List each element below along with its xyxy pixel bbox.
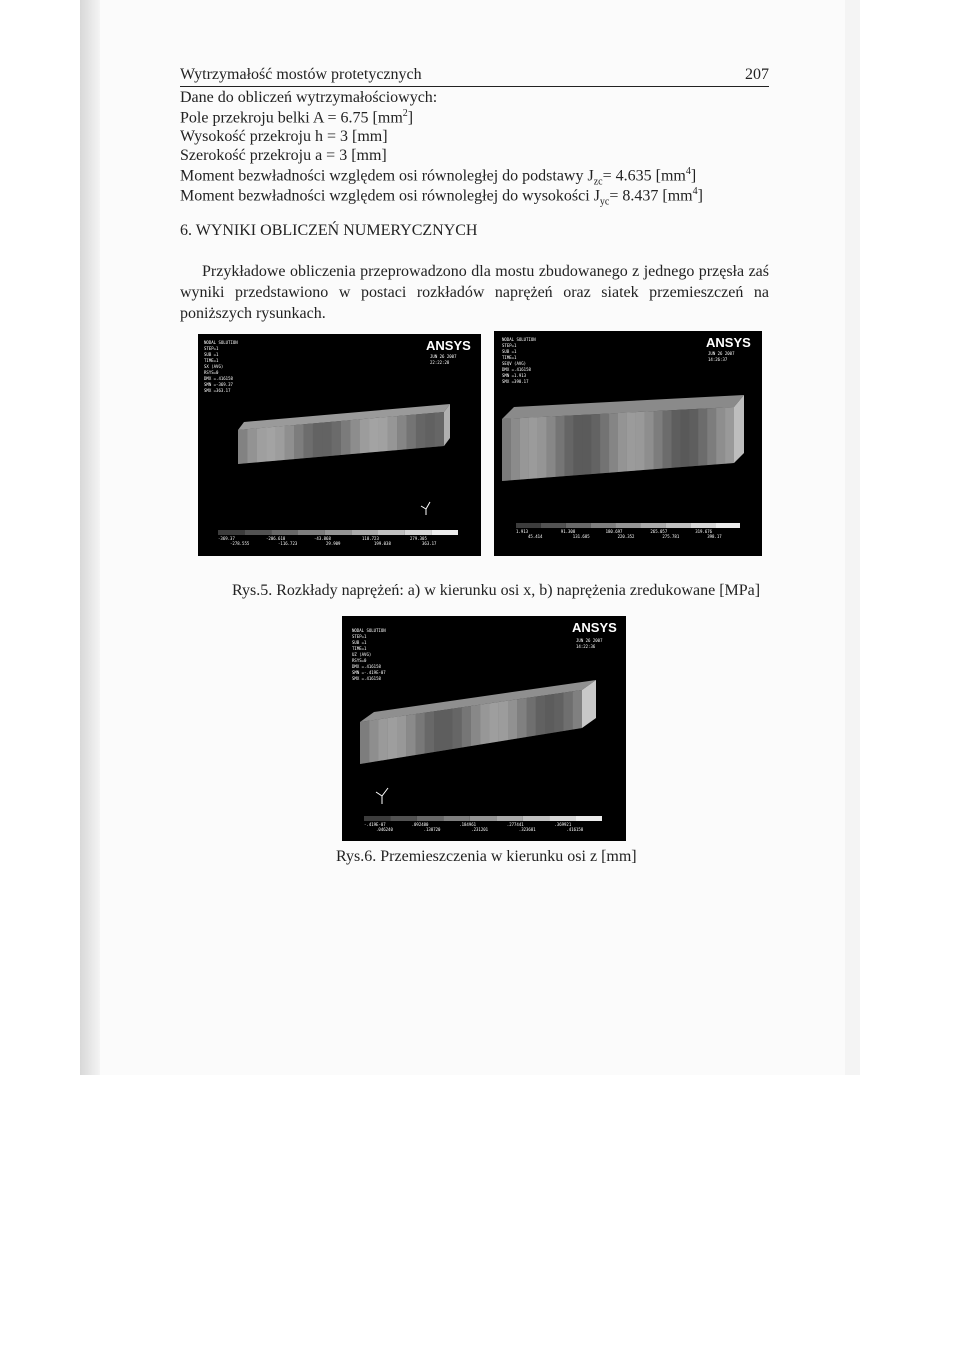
jz-text: Moment bezwładności względem osi równoległej do podstawy J xyxy=(180,167,594,185)
legend-label: 363.17 xyxy=(422,541,437,546)
stress-band xyxy=(434,710,443,752)
info-line: RSYS=0 xyxy=(204,370,219,375)
stress-band xyxy=(322,422,331,457)
info-line: TIME=1 xyxy=(352,646,367,651)
legend-label: -43.868 xyxy=(314,536,331,541)
legend-label: -278.555 xyxy=(230,541,250,546)
stress-band xyxy=(304,423,313,458)
legend-swatch xyxy=(218,530,245,535)
stress-band xyxy=(388,416,397,451)
date-line: 22:22:28 xyxy=(430,360,450,365)
stress-band xyxy=(582,414,591,474)
stress-band xyxy=(350,419,359,454)
stress-band xyxy=(247,428,256,463)
area-bracket: ] xyxy=(407,109,414,127)
stress-band xyxy=(406,714,415,757)
legend-label: .369921 xyxy=(554,822,572,827)
page-header xyxy=(180,66,769,87)
stress-band xyxy=(443,709,452,751)
jz-exponent: 4 xyxy=(685,166,691,177)
stress-band xyxy=(502,419,511,481)
info-line: TIME=1 xyxy=(204,358,219,363)
legend-label: 91.308 xyxy=(560,529,576,534)
legend-swatch xyxy=(616,523,641,528)
legend-label: -.419E-07 xyxy=(364,822,386,827)
jy-bracket: ] xyxy=(697,187,703,205)
jy-subscript: yc xyxy=(599,196,610,208)
stress-band xyxy=(672,410,681,468)
stress-band xyxy=(425,413,434,448)
info-line: STEP=1 xyxy=(502,343,517,348)
stress-band xyxy=(407,414,416,449)
data-jy xyxy=(180,186,703,208)
info-block xyxy=(502,337,536,384)
stress-band xyxy=(257,428,266,463)
figure-6 xyxy=(342,616,626,841)
stress-band xyxy=(573,690,582,730)
data-jz xyxy=(180,166,696,188)
page-number: 207 xyxy=(745,66,769,83)
info-line: STEP=1 xyxy=(352,634,367,639)
stress-band xyxy=(490,702,499,743)
legend-swatch xyxy=(715,523,740,528)
stress-band xyxy=(511,418,520,480)
info-line: SMN =1.913 xyxy=(502,373,527,378)
axis-triad xyxy=(421,502,430,515)
stress-band xyxy=(564,691,573,731)
stress-band xyxy=(285,425,294,460)
stress-band xyxy=(707,408,716,465)
stress-band xyxy=(369,418,378,453)
stress-band xyxy=(294,424,303,459)
color-legend xyxy=(364,816,602,832)
legend-swatch xyxy=(470,816,496,821)
stress-band xyxy=(388,717,397,760)
ansys-logo: ANSYS xyxy=(426,338,471,353)
stress-band xyxy=(462,706,471,748)
legend-label: 199.038 xyxy=(374,541,391,546)
color-legend xyxy=(516,523,740,539)
stress-band xyxy=(397,415,406,450)
legend-label: .277441 xyxy=(506,822,524,827)
jz-bracket: ] xyxy=(690,167,697,185)
stress-band xyxy=(369,719,378,762)
legend-label: -116.723 xyxy=(278,541,298,546)
legend-label: 1.913 xyxy=(516,529,529,534)
data-intro: Dane do obliczeń wytrzymałościowych: xyxy=(180,89,438,106)
legend-label: .416158 xyxy=(566,827,584,832)
caption-rys5: Rys.5. Rozkłady naprężeń: a) w kierunku osi x, b) naprężenia zredukowane [MPa] xyxy=(232,582,761,599)
stress-band xyxy=(556,416,565,477)
date-stamp xyxy=(576,638,603,649)
legend-swatch xyxy=(351,530,378,535)
figure-5b xyxy=(494,331,762,556)
jy-text: Moment bezwładności względem osi równoległej do wysokości J xyxy=(180,187,600,205)
stress-band xyxy=(627,412,636,471)
stress-band xyxy=(435,412,444,447)
info-line: SX (AVG) xyxy=(204,364,224,369)
legend-label: -369.37 xyxy=(218,536,235,541)
info-line: SMX =.416158 xyxy=(352,676,381,681)
legend-swatch xyxy=(364,816,390,821)
legend-swatch xyxy=(690,523,715,528)
legend-label: 279.305 xyxy=(410,536,427,541)
jz-subscript: zc xyxy=(593,176,603,188)
info-line: DMX =.416158 xyxy=(352,664,381,669)
figure-6-plot xyxy=(342,616,626,841)
stress-band xyxy=(527,697,536,737)
legend-swatch xyxy=(390,816,416,821)
date-line: JUN 26 2007 xyxy=(430,354,457,359)
stress-band xyxy=(425,711,434,753)
info-line: SMX =363.17 xyxy=(204,388,231,393)
stress-band xyxy=(266,427,275,462)
stress-band xyxy=(480,703,489,744)
ansys-logo: ANSYS xyxy=(706,335,751,350)
info-line: DMX =.416158 xyxy=(502,367,531,372)
legend-label: 319.676 xyxy=(695,529,713,534)
stress-band xyxy=(471,705,480,746)
info-line: SUB =1 xyxy=(502,349,517,354)
area-exponent: 2 xyxy=(402,108,408,119)
stress-band xyxy=(379,718,388,761)
figure-5a xyxy=(198,334,481,556)
stress-band xyxy=(600,413,609,473)
beam-end-face xyxy=(734,395,744,463)
stress-band xyxy=(591,414,600,474)
legend-swatch xyxy=(417,816,443,821)
stress-band xyxy=(725,407,734,464)
stress-band xyxy=(416,713,425,755)
stress-band xyxy=(609,413,618,473)
legend-swatch xyxy=(325,530,352,535)
stress-band xyxy=(529,417,538,479)
legend-label: 265.057 xyxy=(650,529,668,534)
stress-band xyxy=(360,419,369,454)
stress-band xyxy=(663,410,672,468)
date-stamp xyxy=(430,354,457,365)
color-legend xyxy=(218,530,458,546)
legend-swatch xyxy=(549,816,575,821)
stress-band xyxy=(618,413,627,472)
stress-band xyxy=(453,707,462,749)
stress-band xyxy=(545,694,554,734)
data-area xyxy=(180,108,413,127)
legend-swatch xyxy=(496,816,522,821)
info-line: STEP=1 xyxy=(204,346,219,351)
info-line: RSYS=0 xyxy=(352,658,367,663)
stress-band xyxy=(313,423,322,458)
legend-label: 398.17 xyxy=(707,534,722,539)
stress-band xyxy=(341,420,350,455)
stress-band xyxy=(416,414,425,449)
legend-label: .092480 xyxy=(411,822,429,827)
info-line: TIME=1 xyxy=(502,355,517,360)
info-line: NODAL SOLUTION xyxy=(204,340,238,345)
stress-band xyxy=(508,699,517,740)
info-line: UZ (AVG) xyxy=(352,652,372,657)
date-stamp xyxy=(708,351,735,362)
axis-triad xyxy=(376,788,388,804)
section-title: 6. WYNIKI OBLICZEŃ NUMERYCZNYCH xyxy=(180,222,478,239)
stress-band xyxy=(698,408,707,465)
legend-swatch xyxy=(378,530,405,535)
stress-band xyxy=(536,695,545,735)
legend-label: .231201 xyxy=(471,827,489,832)
stress-band xyxy=(716,407,725,464)
legend-label: 45.414 xyxy=(528,534,543,539)
legend-label: -206.618 xyxy=(266,536,286,541)
info-line: SMX =398.17 xyxy=(502,379,529,384)
stress-band xyxy=(275,426,284,461)
caption-rys6: Rys.6. Przemieszczenia w kierunku osi z [mm] xyxy=(336,848,637,865)
stress-band xyxy=(499,701,508,742)
info-line: SUB =1 xyxy=(204,352,219,357)
legend-swatch xyxy=(245,530,272,535)
stress-band xyxy=(332,421,341,456)
info-line: SUB =1 xyxy=(352,640,367,645)
ansys-logo: ANSYS xyxy=(572,620,617,635)
legend-swatch xyxy=(523,816,549,821)
stress-band xyxy=(564,415,573,476)
legend-label: 220.352 xyxy=(617,534,635,539)
legend-label: 131.685 xyxy=(572,534,590,539)
stress-band xyxy=(520,418,529,480)
info-line: SEQV (AVG) xyxy=(502,361,527,366)
stress-band xyxy=(645,411,654,470)
stress-band xyxy=(538,417,547,479)
data-height: Wysokość przekroju h = 3 [mm] xyxy=(180,128,388,145)
legend-label: 275.781 xyxy=(662,534,680,539)
legend-swatch xyxy=(576,816,602,821)
stress-band xyxy=(554,693,563,733)
legend-swatch xyxy=(298,530,325,535)
legend-swatch xyxy=(640,523,665,528)
info-line: SMN =-.419E-07 xyxy=(352,670,386,675)
body-paragraph: Przykładowe obliczenia przeprowadzono dla mostu zbudowanego z jednego przęsła zaś wyniki przedstawiono w postaci rozkładów naprężeń oraz siatek przemieszczeń na poniższych rysunkach. xyxy=(180,263,769,322)
stress-band xyxy=(573,415,582,476)
info-block xyxy=(352,628,386,681)
legend-swatch xyxy=(405,530,432,535)
stress-band xyxy=(360,721,369,764)
legend-swatch xyxy=(431,530,458,535)
info-line: NODAL SOLUTION xyxy=(352,628,386,633)
date-line: JUN 26 2007 xyxy=(576,638,603,643)
legend-label: 118.723 xyxy=(362,536,379,541)
legend-label: .184961 xyxy=(459,822,477,827)
info-line: SMN =-369.37 xyxy=(204,382,233,387)
date-line: 14:22:36 xyxy=(576,644,596,649)
stress-band xyxy=(689,409,698,467)
stress-band xyxy=(680,409,689,467)
legend-label: .323681 xyxy=(518,827,536,832)
scan-shadow xyxy=(80,0,100,1075)
legend-swatch xyxy=(665,523,690,528)
running-title: Wytrzymałość mostów protetycznych xyxy=(180,66,422,83)
stress-band xyxy=(636,412,645,471)
jy-value: = 8.437 [mm xyxy=(609,187,693,205)
info-block xyxy=(204,340,238,393)
beam-stripes xyxy=(502,407,734,481)
stress-band xyxy=(547,416,556,477)
info-line: DMX =.416158 xyxy=(204,376,233,381)
stress-band xyxy=(378,417,387,452)
legend-label: .046240 xyxy=(376,827,393,832)
legend-label: 29.909 xyxy=(326,541,341,546)
stress-band xyxy=(517,698,526,739)
figure-5a-plot xyxy=(198,334,481,556)
legend-swatch xyxy=(566,523,591,528)
legend-swatch xyxy=(443,816,469,821)
data-width: Szerokość przekroju a = 3 [mm] xyxy=(180,147,387,164)
figure-5b-plot xyxy=(494,331,762,556)
legend-swatch xyxy=(591,523,616,528)
info-line: NODAL SOLUTION xyxy=(502,337,536,342)
stress-band xyxy=(238,429,247,464)
jz-value: = 4.635 [mm xyxy=(602,167,686,185)
area-text: Pole przekroju belki A = 6.75 [mm xyxy=(180,109,403,127)
legend-label: .138720 xyxy=(423,827,441,832)
stress-band xyxy=(654,411,663,470)
jy-exponent: 4 xyxy=(692,186,698,197)
legend-swatch xyxy=(516,523,541,528)
date-line: 14:26:37 xyxy=(708,357,728,362)
stress-band xyxy=(397,715,406,758)
legend-label: 180.697 xyxy=(605,529,623,534)
date-line: JUN 26 2007 xyxy=(708,351,735,356)
legend-swatch xyxy=(271,530,298,535)
legend-swatch xyxy=(541,523,566,528)
